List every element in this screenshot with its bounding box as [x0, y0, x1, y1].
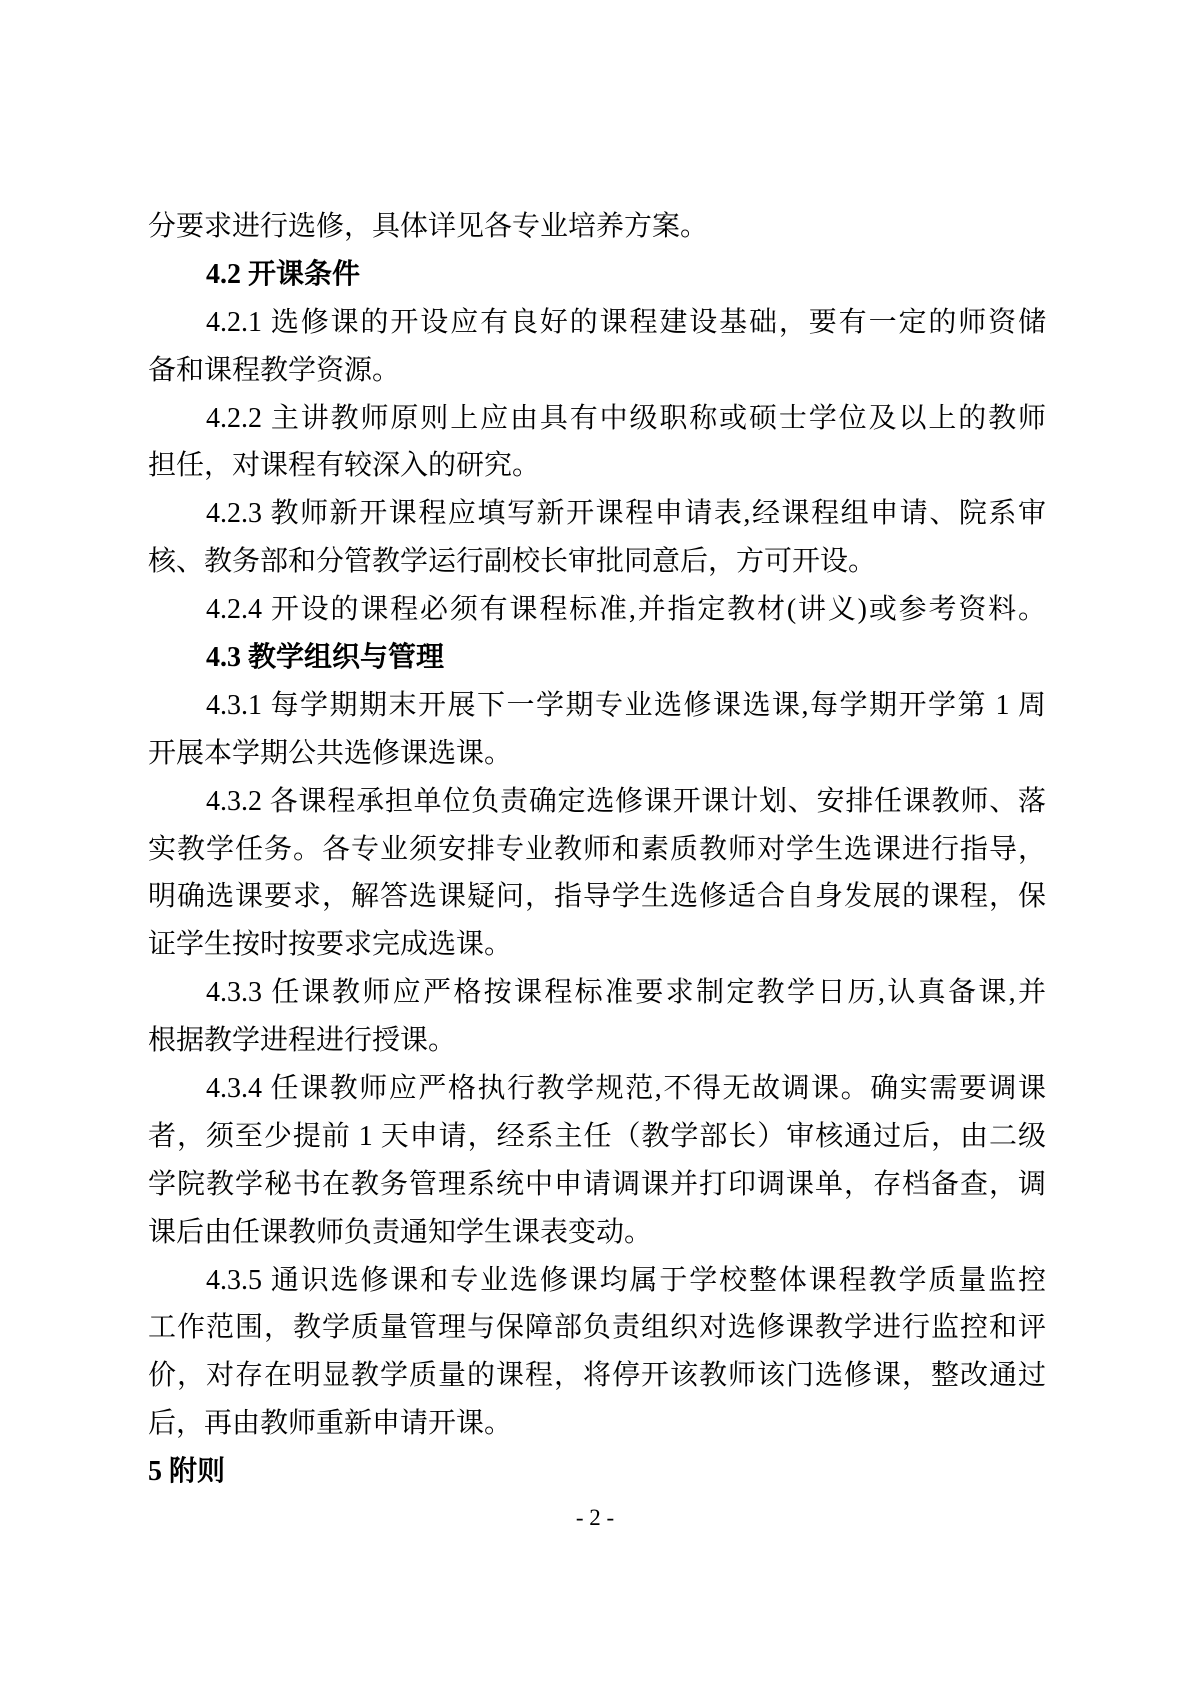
text-line: 4.3.5 通识选修课和专业选修课均属于学校整体课程教学质量监控 [206, 1264, 1046, 1296]
text-line: 备和课程教学资源。 [148, 354, 401, 386]
text-line: 4.3.2 各课程承担单位负责确定选修课开课计划、安排任课教师、落 [206, 785, 1046, 817]
text-line: 课后由任课教师负责通知学生课表变动。 [148, 1216, 653, 1248]
page-footer [0, 1502, 1190, 1534]
text-line: 学院教学秘书在教务管理系统中申请调课并打印调课单，存档备查，调 [148, 1168, 1046, 1200]
document-body [148, 203, 1046, 1496]
text-line: 4.2.4 开设的课程必须有课程标准,并指定教材(讲义)或参考资料。 [206, 594, 1046, 626]
text-line: 证学生按时按要求完成选课。 [148, 929, 513, 961]
text-line: 价，对存在明显教学质量的课程，将停开该教师该门选修课，整改通过 [148, 1360, 1046, 1392]
text-line: 核、教务部和分管教学运行副校长审批同意后，方可开设。 [148, 546, 877, 578]
text-line: 分要求进行选修，具体详见各专业培养方案。 [148, 211, 709, 242]
text-line: 开展本学期公共选修课选课。 [148, 737, 513, 769]
text-line: 明确选课要求，解答选课疑问，指导学生选修适合自身发展的课程，保 [148, 881, 1046, 913]
text-line: 实教学任务。各专业须安排专业教师和素质教师对学生选课进行指导， [148, 833, 1046, 865]
page-number: - 2 - [575, 1505, 615, 1530]
section-heading: 5 附则 [148, 1456, 226, 1488]
section-heading: 4.2 开课条件 [206, 258, 361, 290]
text-line: 后，再由教师重新申请开课。 [148, 1408, 513, 1440]
text-line: 工作范围，教学质量管理与保障部负责组织对选修课教学进行监控和评 [148, 1312, 1046, 1344]
text-line: 4.3.3 任课教师应严格按课程标准要求制定教学日历,认真备课,并 [206, 977, 1046, 1009]
section-heading: 4.3 教学组织与管理 [206, 642, 445, 674]
text-line: 者，须至少提前 1 天申请，经系主任（教学部长）审核通过后，由二级 [148, 1120, 1046, 1152]
text-line: 4.3.1 每学期期末开展下一学期专业选修课选课,每学期开学第 1 周 [206, 689, 1046, 721]
text-line: 4.2.3 教师新开课程应填写新开课程申请表,经课程组申请、院系审 [206, 498, 1046, 530]
text-line: 担任，对课程有较深入的研究。 [148, 450, 541, 482]
text-line: 4.2.2 主讲教师原则上应由具有中级职称或硕士学位及以上的教师 [206, 402, 1046, 434]
text-line: 4.3.4 任课教师应严格执行教学规范,不得无故调课。确实需要调课 [206, 1073, 1046, 1105]
text-line: 4.2.1 选修课的开设应有良好的课程建设基础，要有一定的师资储 [206, 306, 1046, 338]
text-line: 根据教学进程进行授课。 [148, 1025, 457, 1057]
